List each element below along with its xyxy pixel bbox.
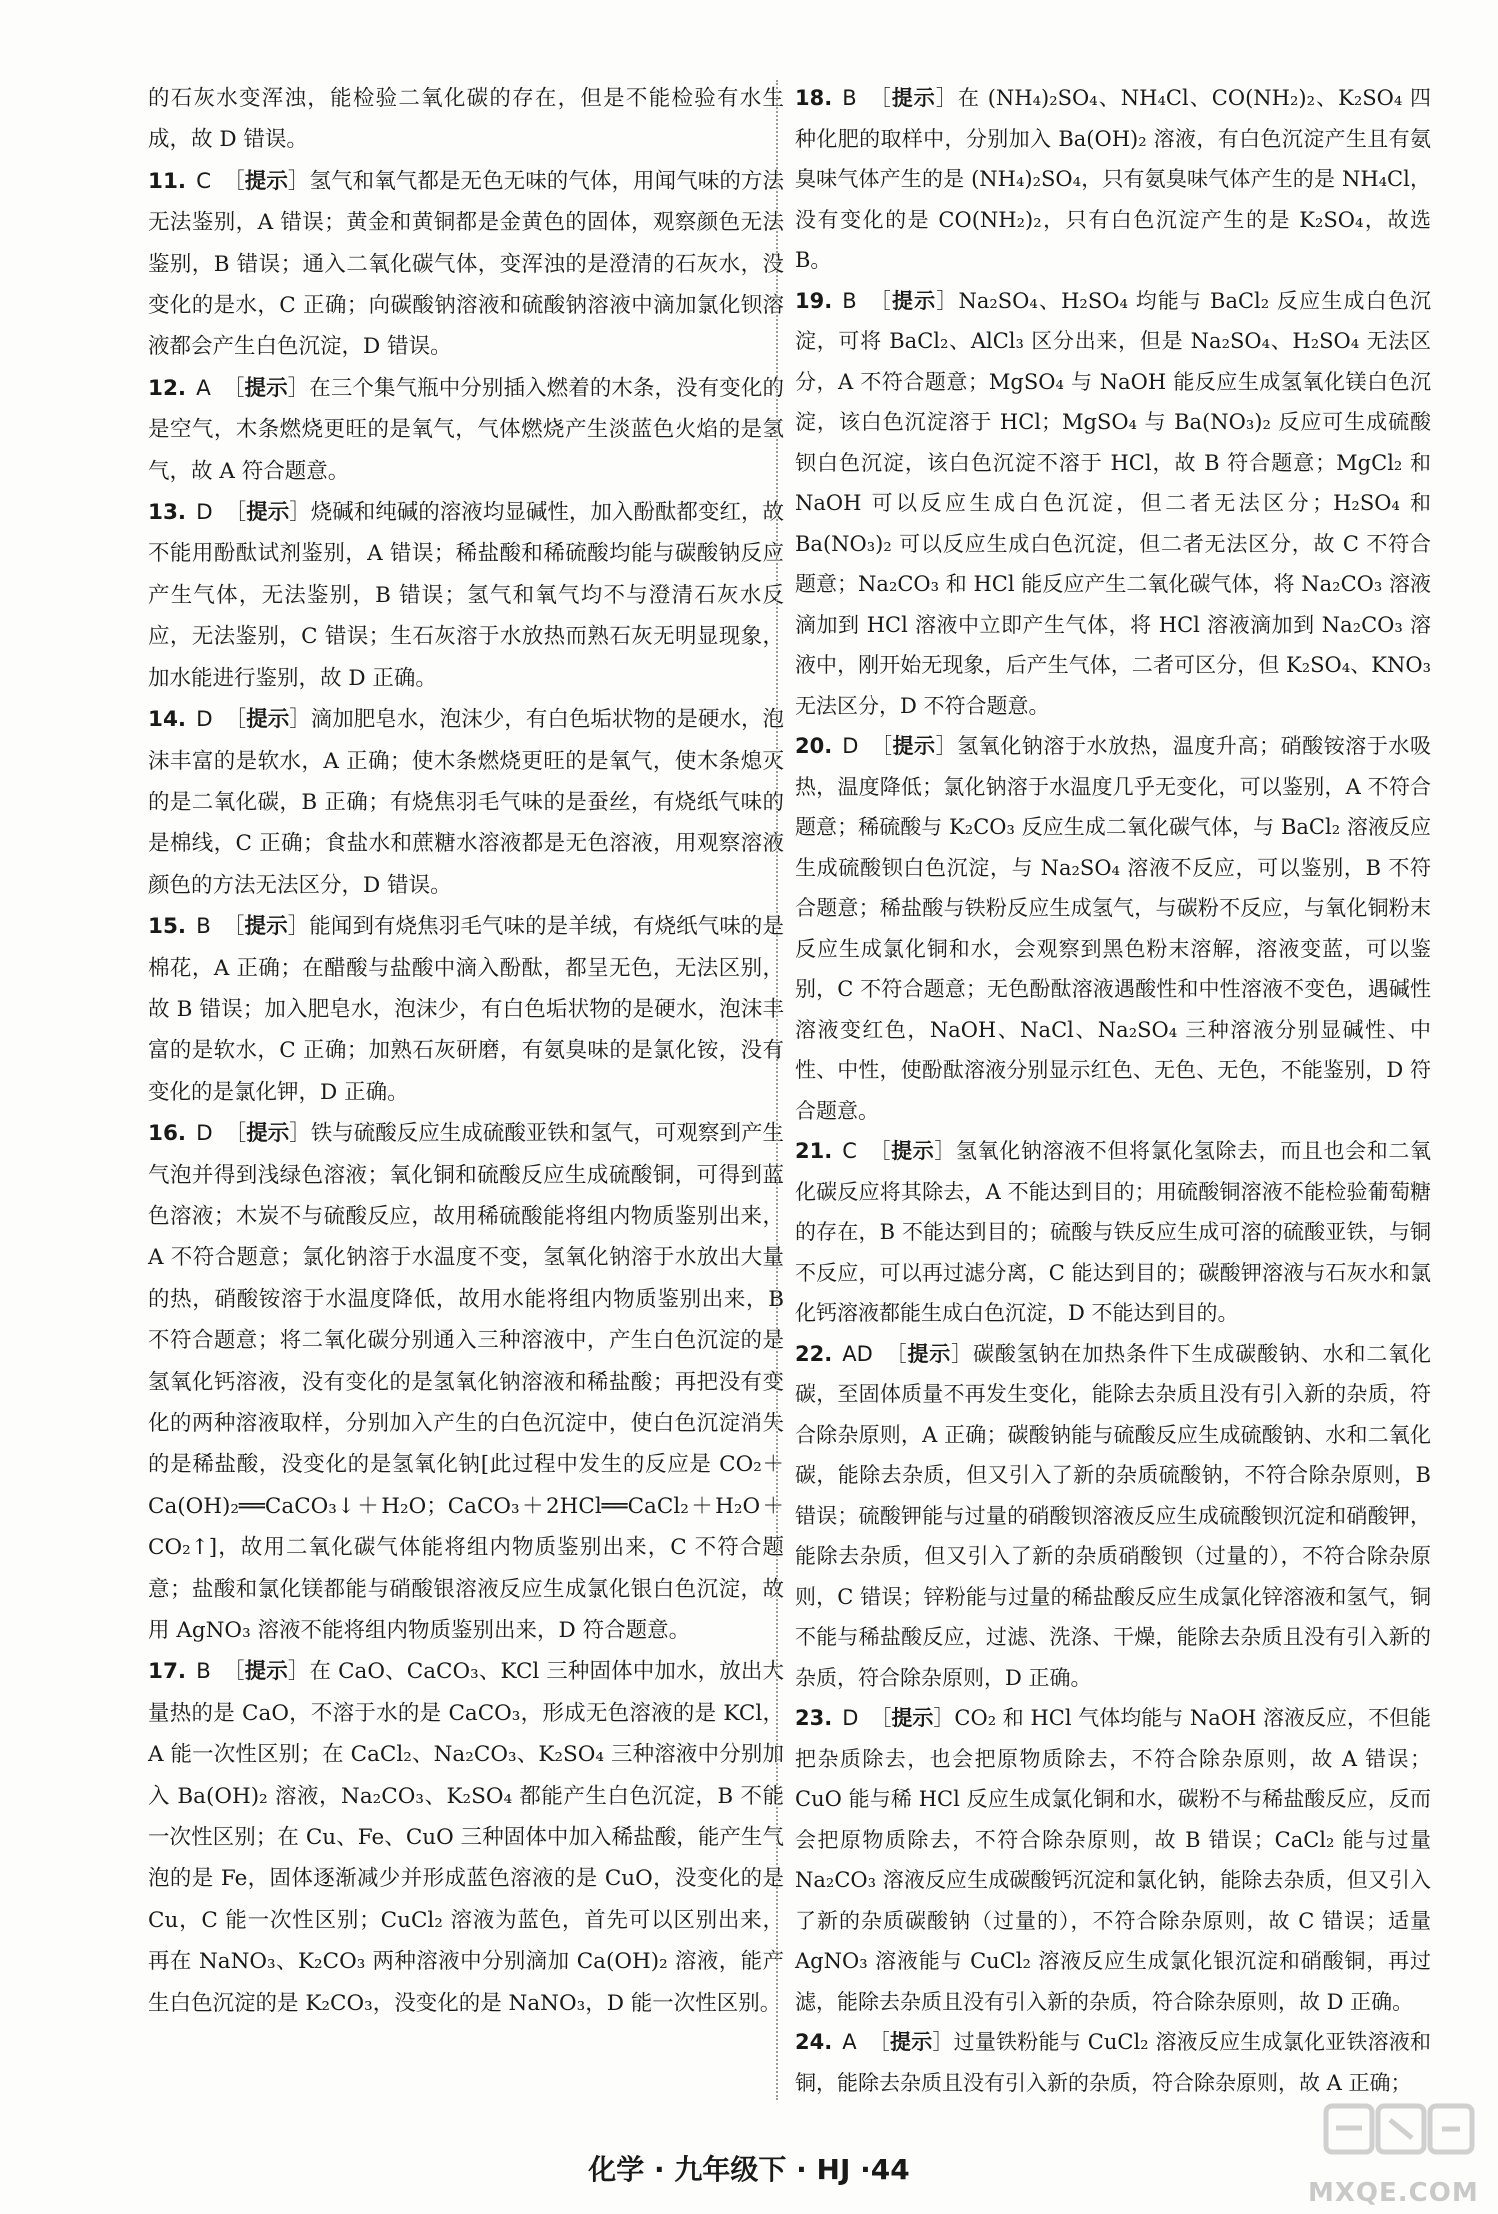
hint-label: 提示 <box>246 1121 290 1147</box>
hint-label: 提示 <box>246 707 290 733</box>
question-number: 21. <box>795 1139 833 1163</box>
answer-choice: D <box>196 707 213 733</box>
answer-item: 24. A ［提示］过量铁粉能与 CuCl₂ 溶液反应生成氯化亚铁溶液和铜，能除去杂质且没有引入新的杂质，符合除杂原则，故 A 正确； <box>795 2030 1431 2095</box>
answer-choice: A <box>842 2030 857 2054</box>
answer-choice: B <box>196 914 211 940</box>
question-number: 13. <box>148 500 187 526</box>
answer-item: 21. C ［提示］氢氧化钠溶液不但将氯化氢除去，而且也会和二氧化碳反应将其除去，A 不能达到目的；用硫酸铜溶液不能检验葡萄糖的存在，B 不能达到目的；硫酸与铁反应生成可溶的硫酸亚铁，与铜不反应，可以再过滤分离，C 能达到目的；碳酸钾溶液与石灰水和氯化钙溶液都能生成白色沉淀，D 不能达到目的。 <box>795 1139 1432 1325</box>
hint-label: 提示 <box>891 1139 935 1163</box>
explanation-text: 的石灰水变浑浊，能检验二氧化碳的存在，但是不能检验有水生成，故 D 错误。 <box>148 86 784 153</box>
right-column <box>795 78 1431 2103</box>
answer-choice: C <box>196 168 212 194</box>
explanation-text: 烧碱和纯碱的溶液均显碱性，加入酚酞都变红，故不能用酚酞试剂鉴别，A 错误；稀盐酸和稀硫酸均能与碳酸钠反应产生气体，无法鉴别，B 错误；氢气和氧气均不与澄清石灰水反应，无法鉴别，C 错误；生石灰溶于水放热而熟石灰无明显现象，加水能进行鉴别，故 D 正确。 <box>148 500 784 691</box>
answer-item: 16. D ［提示］铁与硫酸反应生成硫酸亚铁和氢气，可观察到产生气泡并得到浅绿色溶液；氧化铜和硫酸反应生成硫酸铜，可得到蓝色溶液；木炭不与硫酸反应，故用稀硫酸能将组内物质鉴别出来，A 不符合题意；氯化钠溶于水温度不变，氢氧化钠溶于水放出大量的热，硝酸铵溶于水温度降低，故用水能将组内物质鉴别出来，B 不符合题意；将二氧化碳分别通入三种溶液中，产生白色沉淀的是氢氧化钙溶液，没有变化的是氢氧化钠溶液和稀盐酸；再把没有变化的两种溶液取样，分别加入产生的白色沉淀中，使白色沉淀消失的是稀盐酸，没变化的是氢氧化钠[此过程中发生的反应是 CO₂＋Ca(OH)₂══CaCO₃↓＋H₂O；CaCO₃＋2HCl══CaCl₂＋H₂O＋CO₂↑]，故用二氧化碳气体能将组内物质鉴别出来，C 不符合题意；盐酸和氯化镁都能与硝酸银溶液反应生成氯化银白色沉淀，故用 AgNO₃ 溶液不能将组内物质鉴别出来，D 符合题意。 <box>148 1121 784 1644</box>
question-number: 15. <box>148 914 187 940</box>
answer-item: 23. D ［提示］CO₂ 和 HCl 气体均能与 NaOH 溶液反应，不但能把杂质除去，也会把原物质除去，不符合除杂原则，故 A 错误；CuO 能与稀 HCl 反应生成氯化铜和水，碳粉不与稀盐酸反应，反而会把原物质除去，不符合除杂原则，故 B 错误；CaCl₂ 能与过量 Na₂CO₃ 溶液反应生成碳酸钙沉淀和氯化钠，能除去杂质，但又引入了新的杂质碳酸钠（过量的），不符合除杂原则，故 C 错误；适量 AgNO₃ 溶液能与 CuCl₂ 溶液反应生成氯化银沉淀和硝酸铜，再过滤，能除去杂质且没有引入新的杂质，符合除杂原则，故 D 正确。 <box>795 1706 1432 2014</box>
answer-item <box>148 78 784 161</box>
left-column <box>148 78 784 2024</box>
explanation-text: 氢氧化钠溶于水放热，温度升高；硝酸铵溶于水吸热，温度降低；氯化钠溶于水温度几乎无变化，可以鉴别，A 不符合题意；稀硫酸与 K₂CO₃ 反应生成二氧化碳气体，与 BaCl₂ 溶液反应生成硫酸钡白色沉淀，与 Na₂SO₄ 溶液不反应，可以鉴别，B 不符合题意；稀盐酸与铁粉反应生成氢气，与碳粉不反应，与氧化铜粉末反应生成氯化铜和水，会观察到黑色粉末溶解，溶液变蓝，可以鉴别，C 不符合题意；无色酚酞溶液遇酸性和中性溶液不变色，遇碱性溶液变红色，NaOH、NaCl、Na₂SO₄ 三种溶液分别显碱性、中性、中性，使酚酞溶液分别显示红色、无色、无色，不能鉴别，D 符合题意。 <box>795 734 1431 1123</box>
question-number: 24. <box>795 2030 833 2054</box>
question-number: 17. <box>148 1659 187 1685</box>
hint-label: 提示 <box>244 168 288 194</box>
answer-item: 20. D ［提示］氢氧化钠溶于水放热，温度升高；硝酸铵溶于水吸热，温度降低；氯化钠溶于水温度几乎无变化，可以鉴别，A 不符合题意；稀硫酸与 K₂CO₃ 反应生成二氧化碳气体，与 BaCl₂ 溶液反应生成硫酸钡白色沉淀，与 Na₂SO₄ 溶液不反应，可以鉴别，B 不符合题意；稀盐酸与铁粉反应生成氢气，与碳粉不反应，与氧化铜粉末反应生成氯化铜和水，会观察到黑色粉末溶解，溶液变蓝，可以鉴别，C 不符合题意；无色酚酞溶液遇酸性和中性溶液不变色，遇碱性溶液变红色，NaOH、NaCl、Na₂SO₄ 三种溶液分别显碱性、中性、中性，使酚酞溶液分别显示红色、无色、无色，不能鉴别，D 符合题意。 <box>795 734 1431 1123</box>
hint-label: 提示 <box>244 375 288 401</box>
answer-item: 13. D ［提示］烧碱和纯碱的溶液均显碱性，加入酚酞都变红，故不能用酚酞试剂鉴别，A 错误；稀盐酸和稀硫酸均能与碳酸钠反应产生气体，无法鉴别，B 错误；氢气和氧气均不与澄清石灰水反应，无法鉴别，C 错误；生石灰溶于水放热而熟石灰无明显现象，加水能进行鉴别，故 D 正确。 <box>148 500 784 691</box>
question-number: 16. <box>148 1121 187 1147</box>
answer-choice: AD <box>842 1341 873 1366</box>
explanation-text: CO₂ 和 HCl 气体均能与 NaOH 溶液反应，不但能把杂质除去，也会把原物质除去，不符合除杂原则，故 A 错误；CuO 能与稀 HCl 反应生成氯化铜和水，碳粉不与稀盐酸反应，反而会把原物质除去，不符合除杂原则，故 B 错误；CaCl₂ 能与过量 Na₂CO₃ 溶液反应生成碳酸钙沉淀和氯化钠，能除去杂质，但又引入了新的杂质碳酸钠（过量的），不符合除杂原则，故 C 错误；适量 AgNO₃ 溶液能与 CuCl₂ 溶液反应生成氯化银沉淀和硝酸铜，再过滤，能除去杂质且没有引入新的杂质，符合除杂原则，故 D 正确。 <box>795 1706 1432 2014</box>
answer-choice: B <box>842 86 857 110</box>
answer-item: 22. AD ［提示］碳酸氢钠在加热条件下生成碳酸钠、水和二氧化碳，至固体质量不再发生变化，能除去杂质且没有引入新的杂质，符合除杂原则，A 正确；碳酸钠能与硫酸反应生成硫酸钠、水和二氧化碳，能除去杂质，但又引入了新的杂质硫酸钠，不符合除杂原则，B 错误；硫酸钾能与过量的硝酸钡溶液反应生成硫酸钡沉淀和硝酸钾，能除去杂质，但又引入了新的杂质硝酸钡（过量的），不符合除杂原则，C 错误；锌粉能与过量的稀盐酸反应生成氯化锌溶液和氢气，铜不能与稀盐酸反应，过滤、洗涤、干燥，能除去杂质且没有引入新的杂质，符合除杂原则，D 正确。 <box>795 1341 1432 1690</box>
column-divider <box>776 80 778 2100</box>
answer-choice: A <box>196 375 211 401</box>
explanation-text: 在 (NH₄)₂SO₄、NH₄Cl、CO(NH₂)₂、K₂SO₄ 四种化肥的取样中，分别加入 Ba(OH)₂ 溶液，有白色沉淀产生且有氨臭味气体产生的是 (NH₄)₂SO₄，只有氨臭味气体产生的是 NH₄Cl，没有变化的是 CO(NH₂)₂，只有白色沉淀产生的是 K₂SO₄，故选 B。 <box>795 86 1431 272</box>
explanation-text: 氢氧化钠溶液不但将氯化氢除去，而且也会和二氧化碳反应将其除去，A 不能达到目的；用硫酸铜溶液不能检验葡萄糖的存在，B 不能达到目的；硫酸与铁反应生成可溶的硫酸亚铁，与铜不反应，可以再过滤分离，C 能达到目的；碳酸钾溶液与石灰水和氯化钙溶液都能生成白色沉淀，D 不能达到目的。 <box>795 1139 1432 1325</box>
hint-label: 提示 <box>244 914 288 940</box>
answer-choice: B <box>196 1659 211 1685</box>
question-number: 12. <box>148 375 187 401</box>
answer-choice: D <box>196 1121 213 1147</box>
hint-label: 提示 <box>892 734 936 758</box>
explanation-text: 能闻到有烧焦羽毛气味的是羊绒，有烧纸气味的是棉花，A 正确；在醋酸与盐酸中滴入酚酞，都呈无色，无法区别，故 B 错误；加入肥皂水，泡沫少，有白色垢状物的是硬水，泡沫丰富的是软水，C 正确；加熟石灰研磨，有氨臭味的是氯化铵，没有变化的是氯化钾，D 正确。 <box>148 914 784 1105</box>
explanation-text: 在三个集气瓶中分别插入燃着的木条，没有变化的是空气，木条燃烧更旺的是氧气，气体燃烧产生淡蓝色火焰的是氢气，故 A 符合题意。 <box>148 375 784 484</box>
question-number: 20. <box>795 734 833 758</box>
explanation-text: 铁与硫酸反应生成硫酸亚铁和氢气，可观察到产生气泡并得到浅绿色溶液；氧化铜和硫酸反应生成硫酸铜，可得到蓝色溶液；木炭不与硫酸反应，故用稀硫酸能将组内物质鉴别出来，A 不符合题意；氯化钠溶于水温度不变，氢氧化钠溶于水放出大量的热，硝酸铵溶于水温度降低，故用水能将组内物质鉴别出来，B 不符合题意；将二氧化碳分别通入三种溶液中，产生白色沉淀的是氢氧化钙溶液，没有变化的是氢氧化钠溶液和稀盐酸；再把没有变化的两种溶液取样，分别加入产生的白色沉淀中，使白色沉淀消失的是稀盐酸，没变化的是氢氧化钠[此过程中发生的反应是 CO₂＋Ca(OH)₂══CaCO₃↓＋H₂O；CaCO₃＋2HCl══CaCl₂＋H₂O＋CO₂↑]，故用二氧化碳气体能将组内物质鉴别出来，C 不符合题意；盐酸和氯化镁都能与硝酸银溶液反应生成氯化银白色沉淀，故用 AgNO₃ 溶液不能将组内物质鉴别出来，D 符合题意。 <box>148 1121 784 1644</box>
explanation-text: 过量铁粉能与 CuCl₂ 溶液反应生成氯化亚铁溶液和铜，能除去杂质且没有引入新的杂质，符合除杂原则，故 A 正确； <box>795 2030 1431 2095</box>
answer-item: 15. B ［提示］能闻到有烧焦羽毛气味的是羊绒，有烧纸气味的是棉花，A 正确；在醋酸与盐酸中滴入酚酞，都呈无色，无法区别，故 B 错误；加入肥皂水，泡沫少，有白色垢状物的是硬水，泡沫丰富的是软水，C 正确；加熟石灰研磨，有氨臭味的是氯化铵，没有变化的是氯化钾，D 正确。 <box>148 914 784 1105</box>
explanation-text: 滴加肥皂水，泡沫少，有白色垢状物的是硬水，泡沫丰富的是软水，A 正确；使木条燃烧更旺的是氧气，使木条熄灭的是二氧化碳，B 正确；有烧焦羽毛气味的是蚕丝，有烧纸气味的是棉线，C 正确；食盐水和蔗糖水溶液都是无色溶液，用观察溶液颜色的方法无法区分，D 错误。 <box>148 707 784 898</box>
answer-choice: D <box>196 500 213 526</box>
hint-label: 提示 <box>891 86 936 110</box>
hint-label: 提示 <box>891 1706 934 1730</box>
question-number: 14. <box>148 707 187 733</box>
question-number: 23. <box>795 1706 833 1730</box>
answer-item: 17. B ［提示］在 CaO、CaCO₃、KCl 三种固体中加水，放出大量热的是 CaO，不溶于水的是 CaCO₃，形成无色溶液的是 KCl，A 能一次性区别；在 CaCl₂、Na₂CO₃、K₂SO₄ 三种溶液中分别加入 Ba(OH)₂ 溶液，Na₂CO₃、K₂SO₄ 都能产生白色沉淀，B 不能一次性区别；在 Cu、Fe、CuO 三种固体中加入稀盐酸，能产生气泡的是 Fe，固体逐渐减少并形成蓝色溶液的是 CuO，没变化的是 Cu，C 能一次性区别；CuCl₂ 溶液为蓝色，首先可以区别出来，再在 NaNO₃、K₂CO₃ 两种溶液中分别滴加 Ca(OH)₂ 溶液，能产生白色沉淀的是 K₂CO₃，没变化的是 NaNO₃，D 能一次性区别。 <box>148 1659 784 2016</box>
answer-item: 12. A ［提示］在三个集气瓶中分别插入燃着的木条，没有变化的是空气，木条燃烧更旺的是氧气，气体燃烧产生淡蓝色火焰的是氢气，故 A 符合题意。 <box>148 375 784 484</box>
hint-label: 提示 <box>891 288 937 313</box>
explanation-text: 碳酸氢钠在加热条件下生成碳酸钠、水和二氧化碳，至固体质量不再发生变化，能除去杂质且没有引入新的杂质，符合除杂原则，A 正确；碳酸钠能与硫酸反应生成硫酸钠、水和二氧化碳，能除去杂质，但又引入了新的杂质硫酸钠，不符合除杂原则，B 错误；硫酸钾能与过量的硝酸钡溶液反应生成硫酸钡沉淀和硝酸钾，能除去杂质，但又引入了新的杂质硝酸钡（过量的），不符合除杂原则，C 错误；锌粉能与过量的稀盐酸反应生成氯化锌溶液和氢气，铜不能与稀盐酸反应，过滤、洗涤、干燥，能除去杂质且没有引入新的杂质，符合除杂原则，D 正确。 <box>795 1341 1432 1690</box>
question-number: 11. <box>148 168 187 194</box>
hint-label: 提示 <box>246 500 290 526</box>
answer-item: 14. D ［提示］滴加肥皂水，泡沫少，有白色垢状物的是硬水，泡沫丰富的是软水，A 正确；使木条燃烧更旺的是氧气，使木条熄灭的是二氧化碳，B 正确；有烧焦羽毛气味的是蚕丝，有烧纸气味的是棉线，C 正确；食盐水和蔗糖水溶液都是无色溶液，用观察溶液颜色的方法无法区分，D 错误。 <box>148 707 784 898</box>
hint-label: 提示 <box>907 1341 952 1366</box>
question-number: 22. <box>795 1341 833 1366</box>
explanation-text: Na₂SO₄、H₂SO₄ 均能与 BaCl₂ 反应生成白色沉淀，可将 BaCl₂、AlCl₃ 区分出来，但是 Na₂SO₄、H₂SO₄ 无法区分，A 不符合题意；MgSO₄ 与 NaOH 能反应生成氢氧化镁白色沉淀，该白色沉淀溶于 HCl；MgSO₄ 与 Ba(NO₃)₂ 反应可生成硫酸钡白色沉淀，该白色沉淀不溶于 HCl，故 B 符合题意；MgCl₂ 和 NaOH 可以反应生成白色沉淀，但二者无法区分；H₂SO₄ 和 Ba(NO₃)₂ 可以反应生成白色沉淀，但二者无法区分，故 C 不符合题意；Na₂CO₃ 和 HCl 能反应产生二氧化碳气体，将 Na₂CO₃ 溶液滴加到 HCl 溶液中立即产生气体，将 HCl 溶液滴加到 Na₂CO₃ 溶液中，刚开始无现象，后产生气体，二者可区分，但 K₂SO₄、KNO₃ 无法区分，D 不符合题意。 <box>795 288 1431 718</box>
question-number: 19. <box>795 288 833 313</box>
hint-label: 提示 <box>244 1659 288 1685</box>
answer-choice: D <box>842 734 859 758</box>
answer-choice: D <box>842 1706 859 1730</box>
watermark-logo <box>1298 2098 1488 2208</box>
answer-item: 19. B ［提示］Na₂SO₄、H₂SO₄ 均能与 BaCl₂ 反应生成白色沉淀，可将 BaCl₂、AlCl₃ 区分出来，但是 Na₂SO₄、H₂SO₄ 无法区分，A 不符合题意；MgSO₄ 与 NaOH 能反应生成氢氧化镁白色沉淀，该白色沉淀溶于 HCl；MgSO₄ 与 Ba(NO₃)₂ 反应可生成硫酸钡白色沉淀，该白色沉淀不溶于 HCl，故 B 符合题意；MgCl₂ 和 NaOH 可以反应生成白色沉淀，但二者无法区分；H₂SO₄ 和 Ba(NO₃)₂ 可以反应生成白色沉淀，但二者无法区分，故 C 不符合题意；Na₂CO₃ 和 HCl 能反应产生二氧化碳气体，将 Na₂CO₃ 溶液滴加到 HCl 溶液中立即产生气体，将 HCl 溶液滴加到 Na₂CO₃ 溶液中，刚开始无现象，后产生气体，二者可区分，但 K₂SO₄、KNO₃ 无法区分，D 不符合题意。 <box>795 288 1431 718</box>
question-number: 18. <box>795 86 833 110</box>
answer-choice: C <box>842 1139 857 1163</box>
hint-label: 提示 <box>890 2030 933 2054</box>
answer-choice: B <box>842 288 857 313</box>
answer-item: 11. C ［提示］氢气和氧气都是无色无味的气体，用闻气味的方法无法鉴别，A 错误；黄金和黄铜都是金黄色的固体，观察颜色无法鉴别，B 错误；通入二氧化碳气体，变浑浊的是澄清的石灰水，没变化的是水，C 正确；向碳酸钠溶液和硫酸钠溶液中滴加氯化钡溶液都会产生白色沉淀，D 错误。 <box>148 168 784 360</box>
explanation-text: 氢气和氧气都是无色无味的气体，用闻气味的方法无法鉴别，A 错误；黄金和黄铜都是金黄色的固体，观察颜色无法鉴别，B 错误；通入二氧化碳气体，变浑浊的是澄清的石灰水，没变化的是水，C 正确；向碳酸钠溶液和硫酸钠溶液中滴加氯化钡溶液都会产生白色沉淀，D 错误。 <box>148 168 784 360</box>
page-footer: 化学 · 九年级下 · HJ ·44 <box>588 2153 910 2186</box>
watermark-icon <box>1318 2098 1478 2168</box>
answer-item: 18. B ［提示］在 (NH₄)₂SO₄、NH₄Cl、CO(NH₂)₂、K₂SO₄ 四种化肥的取样中，分别加入 Ba(OH)₂ 溶液，有白色沉淀产生且有氨臭味气体产生的是 (NH₄)₂SO₄，只有氨臭味气体产生的是 NH₄Cl，没有变化的是 CO(NH₂)₂，只有白色沉淀产生的是 K₂SO₄，故选 B。 <box>795 86 1431 272</box>
explanation-text: 在 CaO、CaCO₃、KCl 三种固体中加水，放出大量热的是 CaO，不溶于水的是 CaCO₃，形成无色溶液的是 KCl，A 能一次性区别；在 CaCl₂、Na₂CO₃、K₂SO₄ 三种溶液中分别加入 Ba(OH)₂ 溶液，Na₂CO₃、K₂SO₄ 都能产生白色沉淀，B 不能一次性区别；在 Cu、Fe、CuO 三种固体中加入稀盐酸，能产生气泡的是 Fe，固体逐渐减少并形成蓝色溶液的是 CuO，没变化的是 Cu，C 能一次性区别；CuCl₂ 溶液为蓝色，首先可以区别出来，再在 NaNO₃、K₂CO₃ 两种溶液中分别滴加 Ca(OH)₂ 溶液，能产生白色沉淀的是 K₂CO₃，没变化的是 NaNO₃，D 能一次性区别。 <box>148 1659 784 2016</box>
watermark-text: MXQE.COM <box>1308 2178 1479 2208</box>
